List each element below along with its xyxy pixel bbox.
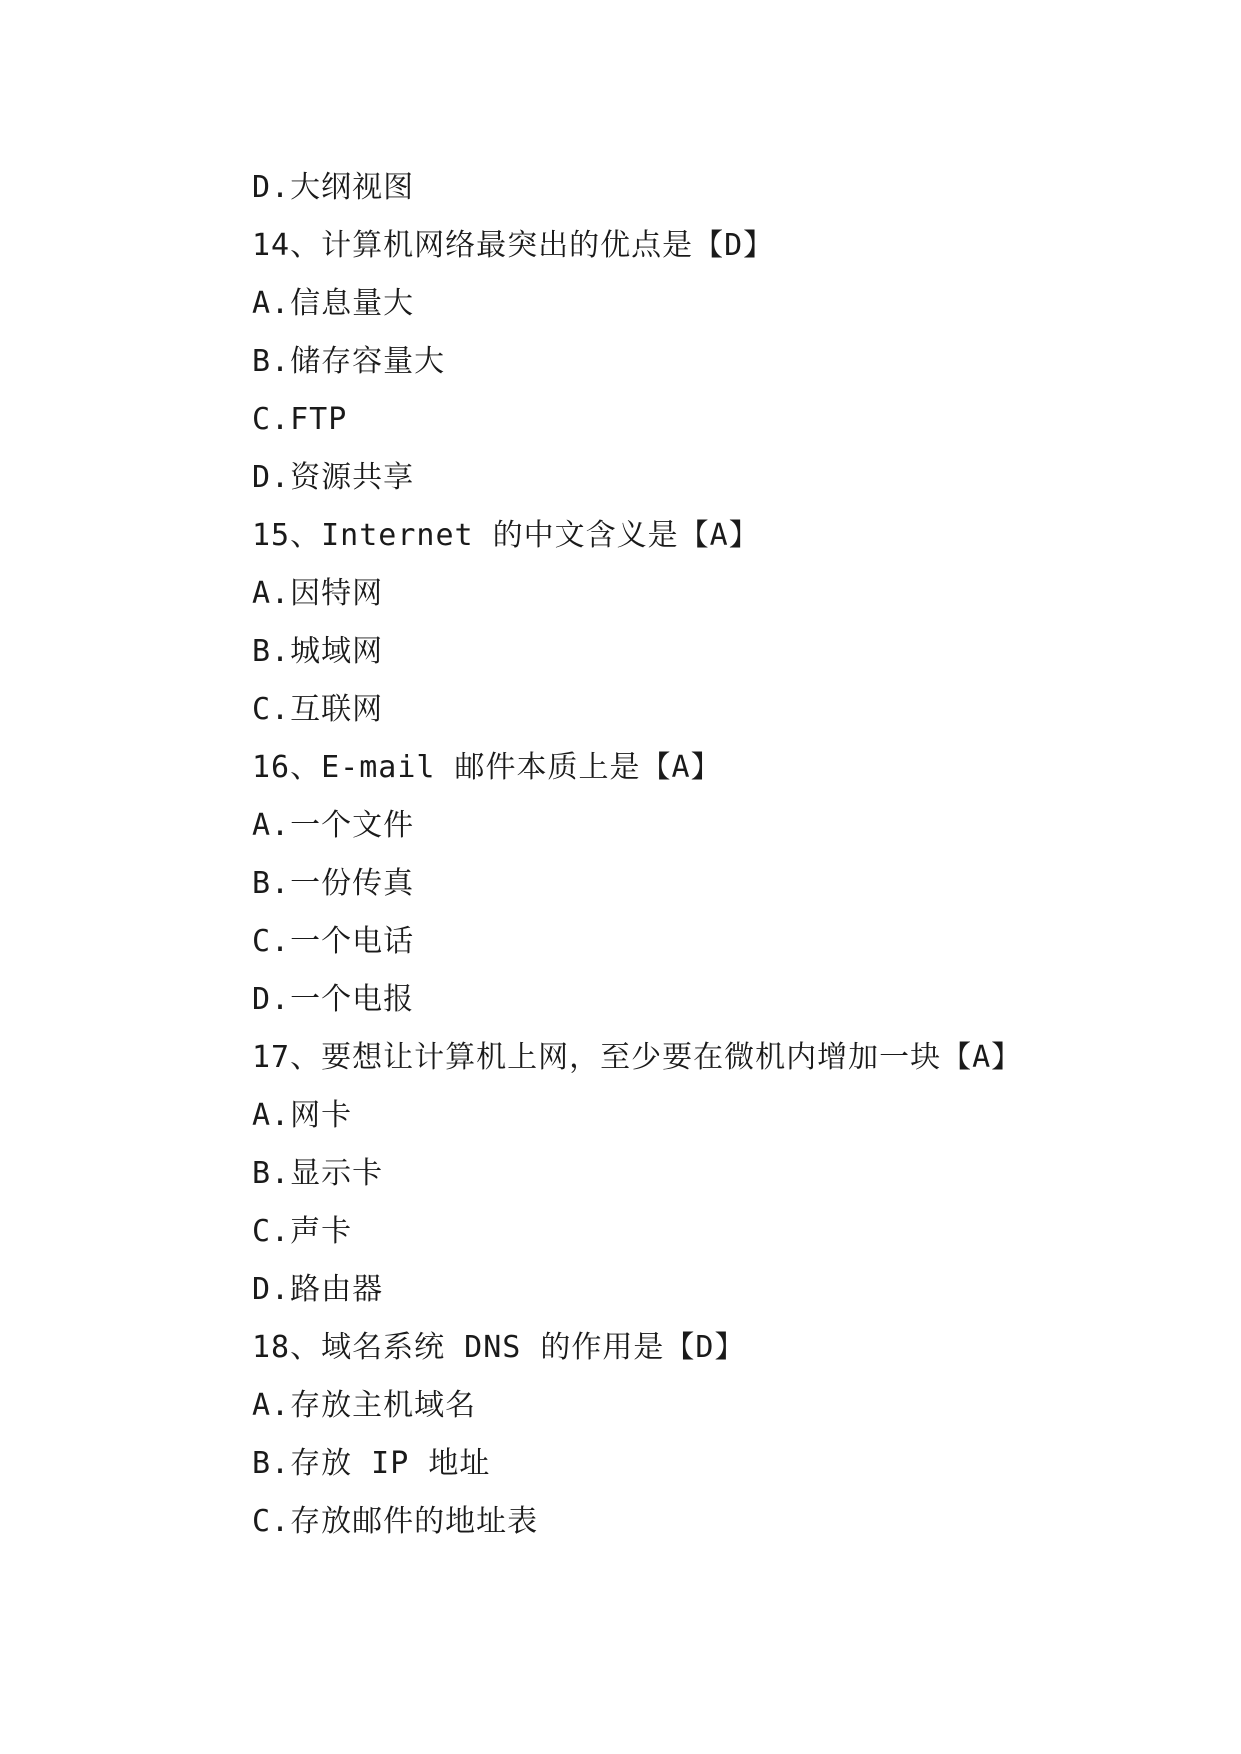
option-text: C.FTP xyxy=(252,402,348,437)
question-text: 14、计算机网络最突出的优点是【D】 xyxy=(252,228,775,263)
question-text: 16、E-mail 邮件本质上是【A】 xyxy=(252,750,722,785)
option-text: C.互联网 xyxy=(252,692,384,727)
option-text: B.储存容量大 xyxy=(252,344,446,379)
option-text: C.存放邮件的地址表 xyxy=(252,1504,539,1539)
option-text: B.一份传真 xyxy=(252,866,415,901)
option-text: D.资源共享 xyxy=(252,460,415,495)
option-text: C.一个电话 xyxy=(252,924,415,959)
option-text: A.网卡 xyxy=(252,1098,353,1133)
option-text: A.因特网 xyxy=(252,576,384,611)
option-text: D.大纲视图 xyxy=(252,170,415,205)
option-text: D.一个电报 xyxy=(252,982,415,1017)
option-text: A.信息量大 xyxy=(252,286,415,321)
question-text: 17、要想让计算机上网，至少要在微机内增加一块【A】 xyxy=(252,1040,1023,1075)
option-text: B.城域网 xyxy=(252,634,384,669)
option-text: C.声卡 xyxy=(252,1214,353,1249)
question-list xyxy=(252,159,1152,1551)
option-text: D.路由器 xyxy=(252,1272,384,1307)
question-text: 15、Internet 的中文含义是【A】 xyxy=(252,518,760,553)
question-text: 18、域名系统 DNS 的作用是【D】 xyxy=(252,1330,746,1365)
option-text: A.一个文件 xyxy=(252,808,415,843)
option-text: B.存放 IP 地址 xyxy=(252,1446,491,1481)
option-text: A.存放主机域名 xyxy=(252,1388,477,1423)
option-text: B.显示卡 xyxy=(252,1156,384,1191)
